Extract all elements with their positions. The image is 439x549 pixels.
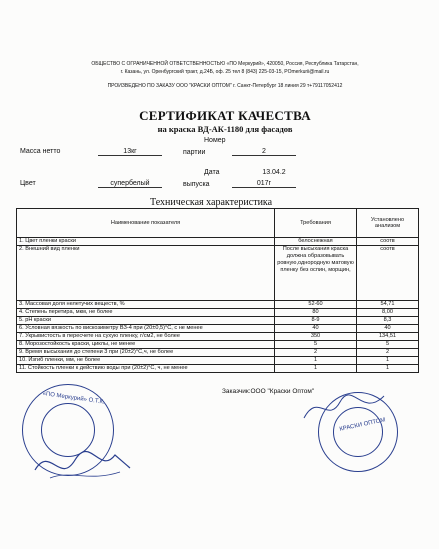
row-name: 11. Стойкость пленки к действию воды при (20±2)°С, ч, не менее: [17, 365, 275, 373]
row-requirement: белоснежная: [275, 238, 357, 246]
row-name: 7. Укрывистость в пересчете на сухую пленку, г/см2, не более: [17, 333, 275, 341]
otk-stamp-text: «ПО Меркурий» О.Т.К.: [42, 391, 105, 406]
date-label: Дата: [204, 169, 220, 176]
row-name: 1. Цвет пленки краски: [17, 238, 275, 246]
company-header-line-2: г. Казань, ул. Оренбургский тракт, д.24Б, оф. 25 тел 8 (843) 225-03-15, POmerkurii@mail.ru: [120, 69, 330, 75]
col-header-result: Установлено анализом: [357, 209, 419, 238]
table-row: [17, 238, 419, 246]
row-result: 8,3: [357, 317, 419, 325]
row-result: 1: [357, 357, 419, 365]
table-header-row: [17, 209, 419, 238]
row-requirement: 2: [275, 349, 357, 357]
row-result: 1: [357, 365, 419, 373]
mass-label: Масса нетто: [20, 148, 61, 155]
row-result: соотв: [357, 238, 419, 246]
batch-value: 2: [232, 148, 296, 156]
row-result: 134,51: [357, 333, 419, 341]
table-row: [17, 325, 419, 333]
spec-table: [16, 208, 419, 373]
col-header-requirement: Требования: [275, 209, 357, 238]
row-result: 8,00: [357, 309, 419, 317]
row-name: 2. Внешний вид пленки: [17, 246, 275, 301]
signature-left: [30, 440, 140, 490]
table-row: [17, 301, 419, 309]
row-requirement: 80: [275, 309, 357, 317]
color-value: супербелый: [98, 180, 162, 188]
order-line: ПРОИЗВЕДЕНО ПО ЗАКАЗУ ООО "КРАСКИ ОПТОМ" г. Санкт-Петербург 18 линия 29 т+79117052412: [107, 83, 343, 89]
date-value-part-2: 017г: [232, 180, 296, 188]
document-subtitle: на краска ВД-АК-1180 для фасадов: [157, 124, 293, 134]
customer-line: Заказчик:ООО "Краски Оптом": [222, 388, 315, 395]
table-row: [17, 309, 419, 317]
row-requirement: 1: [275, 365, 357, 373]
row-name: 10. Изгиб пленки, мм, не более: [17, 357, 275, 365]
row-result: соотв: [357, 246, 419, 301]
row-name: 5. pH краски: [17, 317, 275, 325]
row-requirement: 40: [275, 325, 357, 333]
row-requirement: После высыхания краска должна образовывать ровную,однородную матовую пленку без оспин, морщин,: [275, 246, 357, 301]
row-requirement: 1: [275, 357, 357, 365]
row-name: 6. Условная вязкость по вискозиметру ВЗ-4 при (20±0,5)°С, с не менее: [17, 325, 275, 333]
date-value-part-1: 13.04.2: [262, 169, 286, 176]
row-name: 9. Время высыхания до степени 3 при (20±2)°С,ч, не более: [17, 349, 275, 357]
signature-right: [300, 388, 390, 428]
table-row: [17, 333, 419, 341]
row-name: 8. Морозостойкость краски, циклы, не менее: [17, 341, 275, 349]
section-title: Техническая характеристика: [150, 197, 273, 208]
number-label: Номер: [204, 137, 226, 144]
table-row: [17, 365, 419, 373]
table-row: [17, 246, 419, 301]
row-name: 4. Степень перетира, мкм, не более: [17, 309, 275, 317]
row-requirement: 52-60: [275, 301, 357, 309]
row-result: 5: [357, 341, 419, 349]
table-row: [17, 317, 419, 325]
row-result: 54,71: [357, 301, 419, 309]
row-result: 2: [357, 349, 419, 357]
col-header-name: Наименование показателя: [17, 209, 275, 238]
row-result: 40: [357, 325, 419, 333]
release-label: выпуска: [183, 181, 210, 188]
table-row: [17, 357, 419, 365]
color-label: Цвет: [20, 180, 36, 187]
mass-value: 13кг: [98, 148, 162, 156]
table-row: [17, 341, 419, 349]
document-title: СЕРТИФИКАТ КАЧЕСТВА: [139, 108, 311, 123]
company-header-line-1: ОБЩЕСТВО С ОГРАНИЧЕННОЙ ОТВЕТСТВЕННОСТЬЮ «ПО Меркурий», 420050, Россия, Республика Татарстан,: [91, 61, 359, 67]
row-name: 3. Массовая доля нелетучих веществ, %: [17, 301, 275, 309]
table-row: [17, 349, 419, 357]
customer-stamp-text: КРАСКИ ОПТОМ: [339, 417, 387, 433]
row-requirement: 8-9: [275, 317, 357, 325]
row-requirement: 5: [275, 341, 357, 349]
row-requirement: 350: [275, 333, 357, 341]
batch-label: партии: [183, 149, 206, 156]
